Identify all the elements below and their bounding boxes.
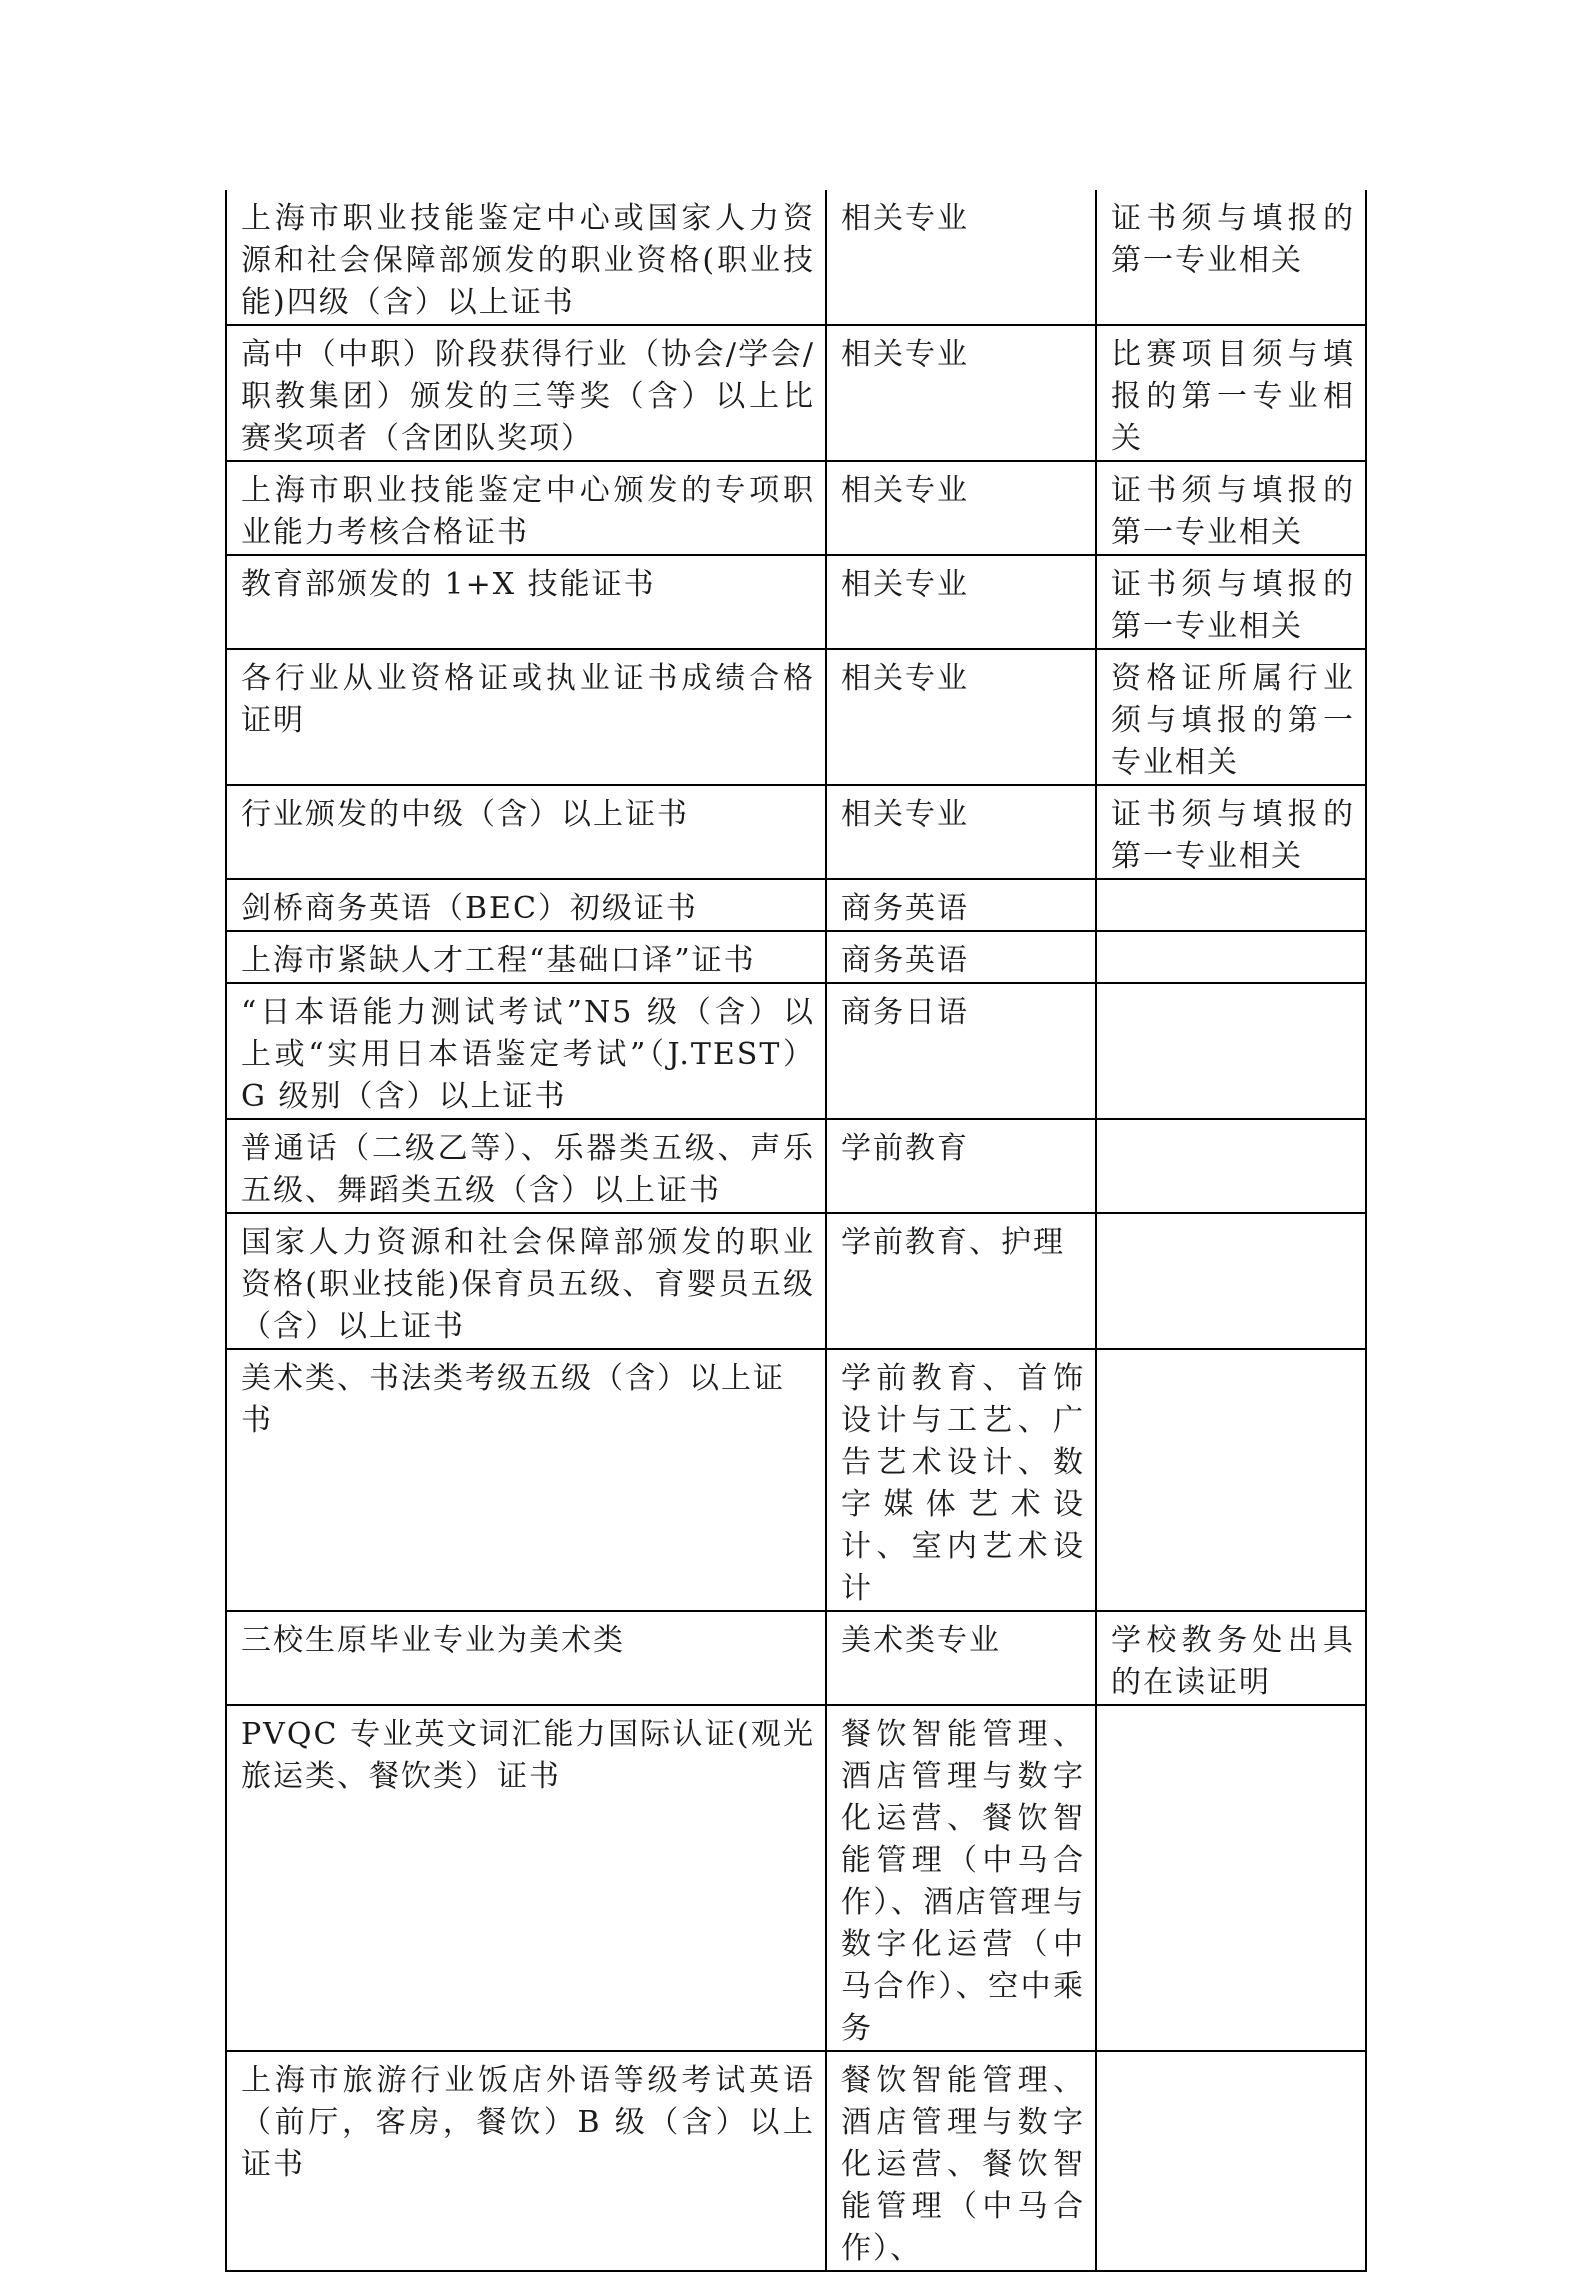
requirement-cell: 行业颁发的中级（含）以上证书 — [226, 785, 826, 879]
requirement-cell: 剑桥商务英语（BEC）初级证书 — [226, 879, 826, 931]
requirement-cell: 上海市旅游行业饭店外语等级考试英语（前厅，客房，餐饮）B 级（含）以上证书 — [226, 2051, 826, 2271]
note-cell — [1096, 931, 1366, 983]
requirement-cell: 三校生原毕业专业为美术类 — [226, 1611, 826, 1705]
note-cell — [1096, 983, 1366, 1119]
note-cell: 证书须与填报的第一专业相关 — [1096, 785, 1366, 879]
major-cell: 餐饮智能管理、酒店管理与数字化运营、餐饮智能管理（中马合作）、酒店管理与数字化运营（中马合作）、空中乘务 — [826, 1705, 1096, 2051]
table-row — [226, 1213, 1366, 1349]
major-cell: 学前教育、护理 — [826, 1213, 1096, 1349]
major-cell: 相关专业 — [826, 190, 1096, 325]
table-row — [226, 190, 1366, 325]
note-cell: 证书须与填报的第一专业相关 — [1096, 190, 1366, 325]
major-cell: 餐饮智能管理、酒店管理与数字化运营、餐饮智能管理（中马合作）、 — [826, 2051, 1096, 2271]
requirement-cell: 国家人力资源和社会保障部颁发的职业资格(职业技能)保育员五级、育婴员五级（含）以上证书 — [226, 1213, 826, 1349]
requirement-cell: 上海市职业技能鉴定中心颁发的专项职业能力考核合格证书 — [226, 461, 826, 555]
requirement-cell: 高中（中职）阶段获得行业（协会/学会/职教集团）颁发的三等奖（含）以上比赛奖项者（含团队奖项） — [226, 325, 826, 461]
major-cell: 相关专业 — [826, 461, 1096, 555]
table-row — [226, 325, 1366, 461]
major-cell: 商务英语 — [826, 931, 1096, 983]
requirement-cell: “日本语能力测试考试”N5 级（含）以上或“实用日本语鉴定考试”（J.TEST）G 级别（含）以上证书 — [226, 983, 826, 1119]
certificate-table — [225, 190, 1367, 2272]
requirement-cell: 美术类、书法类考级五级（含）以上证书 — [226, 1349, 826, 1611]
table-row — [226, 1349, 1366, 1611]
note-cell: 学校教务处出具的在读证明 — [1096, 1611, 1366, 1705]
major-cell: 学前教育 — [826, 1119, 1096, 1213]
table-row — [226, 931, 1366, 983]
table-row — [226, 879, 1366, 931]
table-row — [226, 1119, 1366, 1213]
major-cell: 商务英语 — [826, 879, 1096, 931]
table-row — [226, 983, 1366, 1119]
note-cell — [1096, 879, 1366, 931]
requirement-cell: 各行业从业资格证或执业证书成绩合格证明 — [226, 649, 826, 785]
requirement-cell: 教育部颁发的 1+X 技能证书 — [226, 555, 826, 649]
note-cell — [1096, 2051, 1366, 2271]
table-row — [226, 2051, 1366, 2271]
major-cell: 商务日语 — [826, 983, 1096, 1119]
requirement-cell: PVQC 专业英文词汇能力国际认证(观光旅运类、餐饮类）证书 — [226, 1705, 826, 2051]
note-cell: 证书须与填报的第一专业相关 — [1096, 555, 1366, 649]
table-row — [226, 461, 1366, 555]
note-cell: 资格证所属行业须与填报的第一专业相关 — [1096, 649, 1366, 785]
note-cell: 证书须与填报的第一专业相关 — [1096, 461, 1366, 555]
major-cell: 学前教育、首饰设计与工艺、广告艺术设计、数字媒体艺术设计、室内艺术设计 — [826, 1349, 1096, 1611]
note-cell — [1096, 1705, 1366, 2051]
note-cell: 比赛项目须与填报的第一专业相关 — [1096, 325, 1366, 461]
major-cell: 相关专业 — [826, 325, 1096, 461]
table-row — [226, 785, 1366, 879]
table-row — [226, 555, 1366, 649]
table-row — [226, 1705, 1366, 2051]
requirement-cell: 上海市职业技能鉴定中心或国家人力资源和社会保障部颁发的职业资格(职业技能)四级（含）以上证书 — [226, 190, 826, 325]
note-cell — [1096, 1349, 1366, 1611]
table-row — [226, 1611, 1366, 1705]
note-cell — [1096, 1213, 1366, 1349]
major-cell: 相关专业 — [826, 649, 1096, 785]
requirement-cell: 普通话（二级乙等）、乐器类五级、声乐五级、舞蹈类五级（含）以上证书 — [226, 1119, 826, 1213]
table-row — [226, 649, 1366, 785]
major-cell: 相关专业 — [826, 785, 1096, 879]
note-cell — [1096, 1119, 1366, 1213]
major-cell: 美术类专业 — [826, 1611, 1096, 1705]
major-cell: 相关专业 — [826, 555, 1096, 649]
requirement-cell: 上海市紧缺人才工程“基础口译”证书 — [226, 931, 826, 983]
